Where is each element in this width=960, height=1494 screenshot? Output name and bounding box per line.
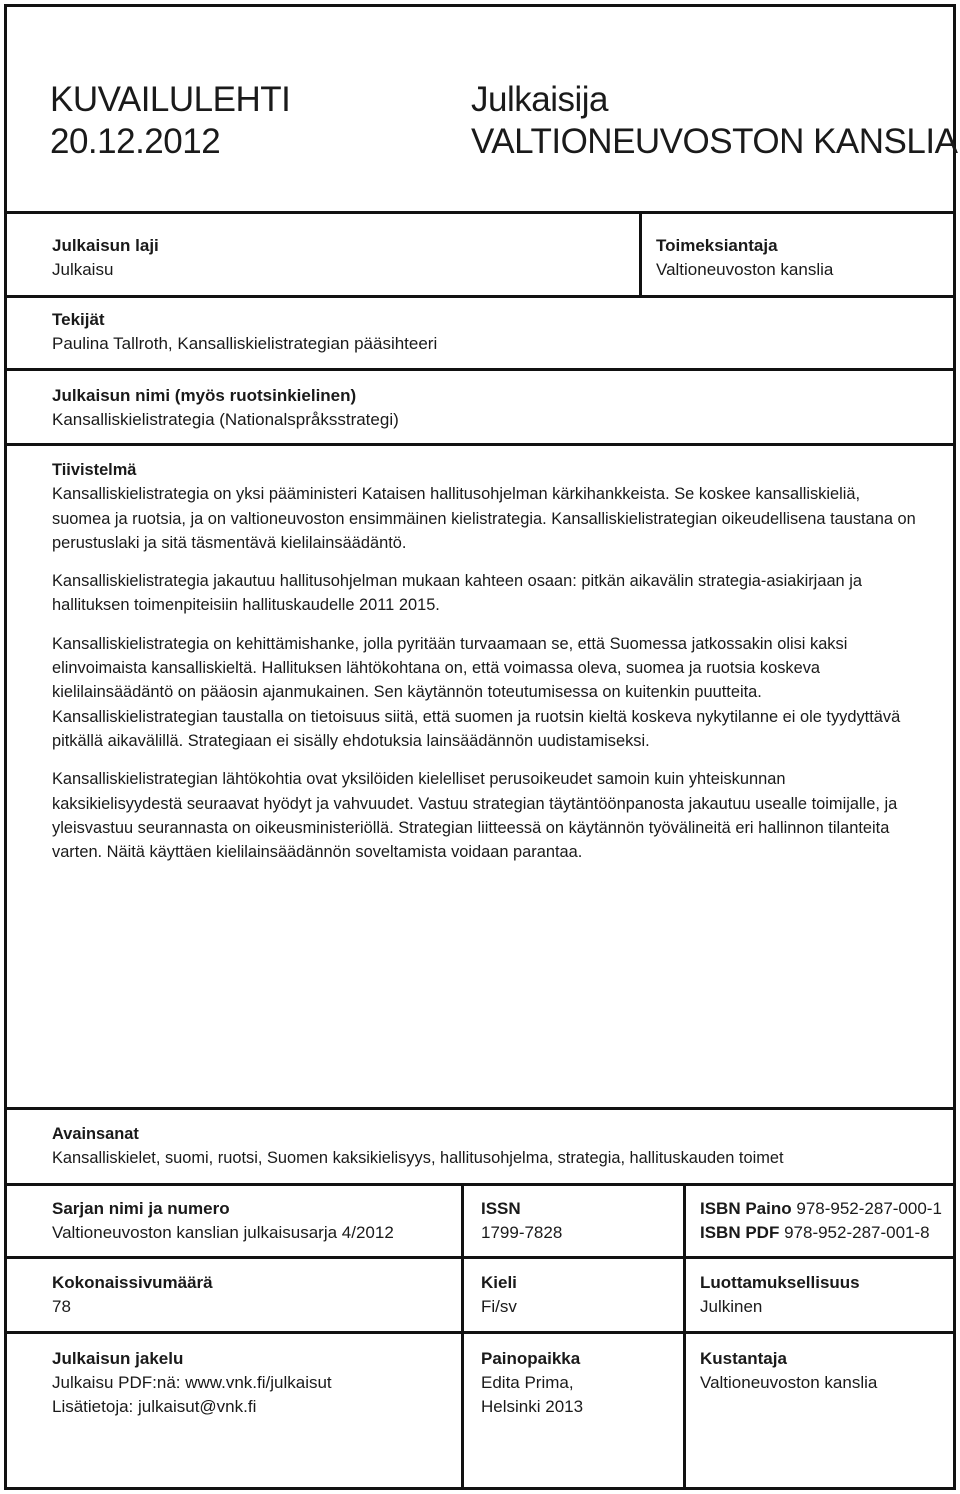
divider-series: [4, 1256, 956, 1259]
divider-header: [4, 211, 956, 214]
publication-type-label: Julkaisun laji: [52, 236, 159, 255]
publication-title: [52, 384, 399, 432]
keywords-label: Avainsanat: [52, 1125, 139, 1143]
printer: [481, 1347, 583, 1419]
page-count-value: 78: [52, 1297, 71, 1316]
isbn-pdf-value: 978-952-287-001-8: [784, 1223, 930, 1242]
series-label: Sarjan nimi ja numero: [52, 1199, 230, 1218]
divider-col1: [461, 1183, 464, 1490]
title-value: Kansalliskielistrategia (Nationalspråksstrategi): [52, 410, 399, 429]
isbn-pdf-label: ISBN PDF: [700, 1223, 780, 1242]
series-value: Valtioneuvoston kanslian julkaisusarja 4/2012: [52, 1223, 394, 1242]
confidentiality-label: Luottamuksellisuus: [700, 1273, 860, 1292]
publication-type: [52, 234, 159, 282]
distribution-line1: Julkaisu PDF:nä: www.vnk.fi/julkaisut: [52, 1373, 332, 1392]
publisher-block-label: Kustantaja: [700, 1349, 787, 1368]
issn-value: 1799-7828: [481, 1223, 563, 1242]
keywords-value: Kansalliskielet, suomi, ruotsi, Suomen kaksikielisyys, hallitusohjelma, strategia, hallituskauden toimet: [52, 1149, 784, 1167]
issn-label: ISSN: [481, 1199, 521, 1218]
authors-value: Paulina Tallroth, Kansalliskielistrategian pääsihteeri: [52, 334, 438, 353]
language-label: Kieli: [481, 1273, 517, 1292]
keywords: [52, 1122, 784, 1170]
publisher-label: Julkaisija: [471, 80, 608, 119]
divider-type: [4, 295, 956, 298]
distribution-label: Julkaisun jakelu: [52, 1349, 184, 1368]
summary-paragraph: Kansalliskielistrategia on yksi pääministeri Kataisen hallitusohjelman kärkihankkeista. Se koskee kansalliskieliä, suomea ja ruotsia, ja on valtioneuvoston ensimmäinen kielistrategia. Kansalliskielistrategian oikeudellisena taustana on perustuslaki ja sitä täsmentävä kielilainsäädäntö.: [52, 485, 916, 552]
language-value: Fi/sv: [481, 1297, 517, 1316]
isbn-print-value: 978-952-287-000-1: [796, 1199, 942, 1218]
summary: [52, 458, 918, 878]
publisher-block: [700, 1347, 877, 1395]
confidentiality-value: Julkinen: [700, 1297, 763, 1316]
printer-line2: Helsinki 2013: [481, 1397, 584, 1416]
publisher-name: VALTIONEUVOSTON KANSLIA: [471, 122, 958, 161]
divider-keywords: [4, 1183, 956, 1186]
summary-paragraph: Kansalliskielistrategia on kehittämishanke, jolla pyritään turvaamaan se, että Suomessa jatkossakin olisi kaksi elinvoimaista kansalliskieltä. Hallituksen lähtökohtana on, että voimassa oleva, suomea ja ruotsia koskeva kielilainsäädäntö on pääosin ajanmukainen. Sen käytännön toteutumisessa on kuitenkin puutteita. Kansalliskielistrategian taustalla on tietoisuus siitä, että suomen ja ruotsin kieltä koskeva nykytilanne ei ole tyydyttävä pitkällä aikavälillä. Strategiaan ei sisälly ehdotuksia lainsäädännön uudistamiseksi.: [52, 634, 901, 750]
divider-summary: [4, 1107, 956, 1110]
confidentiality: [700, 1271, 860, 1319]
distribution-line2: Lisätietoja: julkaisut@vnk.fi: [52, 1397, 257, 1416]
doc-date: 20.12.2012: [50, 122, 221, 161]
summary-label: Tiivistelmä: [52, 461, 137, 479]
commissioner-value: Valtioneuvoston kanslia: [656, 260, 834, 279]
divider-authors: [4, 368, 956, 371]
page-count-label: Kokonaissivumäärä: [52, 1273, 213, 1292]
page-count: [52, 1271, 213, 1319]
divider-type-col: [639, 211, 642, 298]
divider-title: [4, 443, 956, 446]
divider-col2: [683, 1183, 686, 1490]
summary-paragraph: Kansalliskielistrategian lähtökohtia ovat yksilöiden kielelliset perusoikeudet samoin kuin yhteiskunnan kaksikielisyydestä seuraavat hyödyt ja vahvuudet. Vastuu strategian täytäntöönpanosta jakautuu usealle toimijalle, ja yleisvastuu seurannasta on oikeusministeriöllä. Strategian liitteessä on käytännön työvälineitä eri hallinnon tilanteita varten. Näitä käyttäen kielilainsäädännön soveltamista voidaan parantaa.: [52, 770, 898, 862]
isbn-print-label: ISBN Paino: [700, 1199, 792, 1218]
series: [52, 1197, 394, 1245]
publication-type-value: Julkaisu: [52, 260, 114, 279]
language: [481, 1271, 517, 1319]
isbn: [700, 1197, 942, 1245]
commissioner-label: Toimeksiantaja: [656, 236, 778, 255]
authors-label: Tekijät: [52, 310, 105, 329]
commissioner: [656, 234, 833, 282]
printer-label: Painopaikka: [481, 1349, 581, 1368]
distribution: [52, 1347, 332, 1419]
publisher-block-value: Valtioneuvoston kanslia: [700, 1373, 878, 1392]
printer-line1: Edita Prima,: [481, 1373, 574, 1392]
summary-paragraph: Kansalliskielistrategia jakautuu hallitusohjelman mukaan kahteen osaan: pitkän aikavälin strategia-asiakirjaan ja hallituksen toimenpiteisiin hallituskaudelle 2011 2015.: [52, 572, 862, 615]
authors: [52, 308, 437, 356]
issn: [481, 1197, 562, 1245]
divider-pages: [4, 1331, 956, 1334]
doc-type: KUVAILULEHTI: [50, 80, 291, 119]
title-label: Julkaisun nimi (myös ruotsinkielinen): [52, 386, 357, 405]
